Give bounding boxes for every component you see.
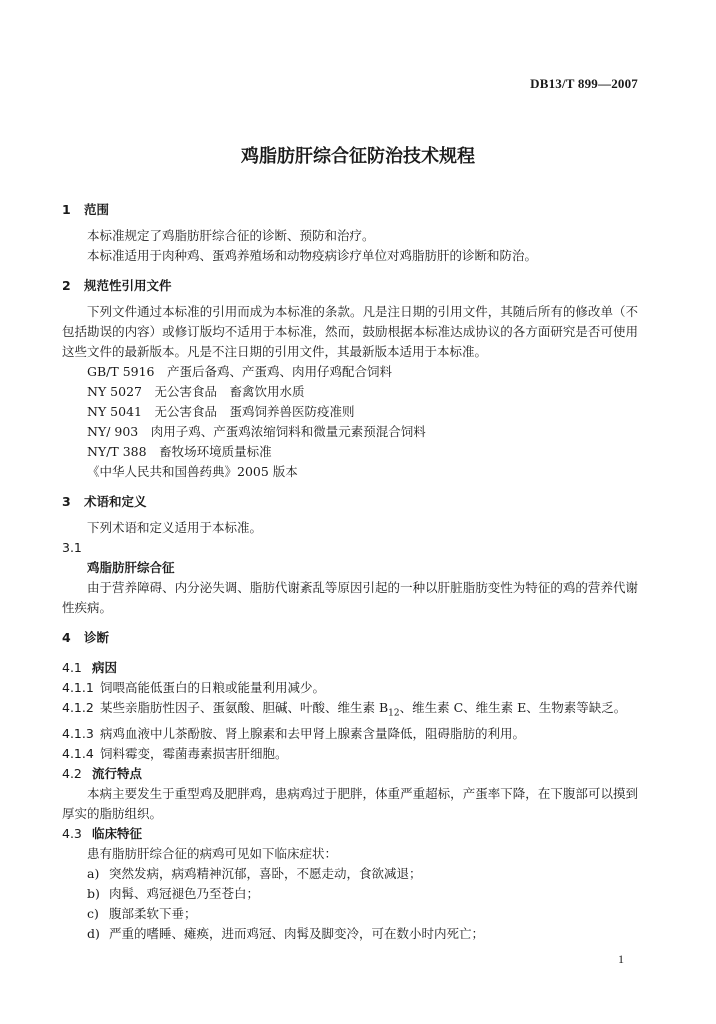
list-item xyxy=(62,884,638,904)
reference-item: 《中华人民共和国兽药典》2005 版本 xyxy=(87,464,298,479)
reference-item: NY 5027 无公害食品 畜禽饮用水质 xyxy=(87,384,305,399)
paragraph: 本病主要发生于重型鸡及肥胖鸡，患病鸡过于肥胖，体重严重超标，产蛋率下降，在下腹部可以摸到厚实的脂肪组织。 xyxy=(62,785,638,821)
section-number: 4 xyxy=(62,630,71,645)
section-4-heading xyxy=(62,628,638,648)
reference-item: GB/T 5916 产蛋后备鸡、产蛋鸡、肉用仔鸡配合饲料 xyxy=(87,364,393,379)
clause-number: 4.1.2 xyxy=(62,700,94,715)
subsection-number: 4.3 xyxy=(62,825,82,841)
paragraph: 患有脂肪肝综合征的病鸡可见如下临床症状： xyxy=(87,845,338,861)
section-title: 规范性引用文件 xyxy=(84,278,172,293)
standard-code: DB13/T 899—2007 xyxy=(530,76,638,91)
list-item-text: 肉髯、鸡冠褪色乃至苍白； xyxy=(109,885,260,901)
clause-4-1-1 xyxy=(62,678,638,698)
section-title: 术语和定义 xyxy=(84,494,147,509)
section-number: 2 xyxy=(62,278,71,293)
list-item xyxy=(62,904,638,924)
section-1-heading xyxy=(62,200,638,220)
document-title: 鸡脂肪肝综合征防治技术规程 xyxy=(241,146,475,167)
section-title: 诊断 xyxy=(84,630,110,645)
clause-text: 某些亲脂肪性因子、蛋氨酸、胆碱、叶酸、维生素 B xyxy=(100,700,389,715)
clause-4-1-2 xyxy=(62,698,638,724)
subsection-4-3-heading xyxy=(62,824,638,844)
term-number: 3.1 xyxy=(62,540,82,555)
reference-item: NY 5041 无公害食品 蛋鸡饲养兽医防疫准则 xyxy=(87,404,355,419)
paragraph: 下列术语和定义适用于本标准。 xyxy=(87,520,263,535)
list-item-text: 腹部柔软下垂； xyxy=(109,905,197,921)
list-item-label: d) xyxy=(87,925,100,941)
clause-4-1-3 xyxy=(62,724,638,744)
paragraph: 本标准适用于肉种鸡、蛋鸡养殖场和动物疫病诊疗单位对鸡脂肪肝的诊断和防治。 xyxy=(87,248,538,263)
section-number: 1 xyxy=(62,202,71,217)
list-item-text: 严重的嗜睡、瘫痪，进而鸡冠、肉髯及脚变冷，可在数小时内死亡； xyxy=(109,925,485,941)
subsection-number: 4.2 xyxy=(62,765,82,781)
list-item-label: c) xyxy=(87,905,99,921)
term-name: 鸡脂肪肝综合征 xyxy=(87,560,175,575)
list-item xyxy=(62,924,638,944)
clause-text: 、维生素 C、维生素 E、生物素等缺乏。 xyxy=(399,700,627,715)
section-3-heading xyxy=(62,492,638,512)
clause-number: 4.1.1 xyxy=(62,680,94,695)
list-item-text: 突然发病，病鸡精神沉郁，喜卧，不愿走动，食欲减退； xyxy=(109,865,422,881)
section-2-heading xyxy=(62,276,638,296)
subsection-4-1-heading xyxy=(62,658,638,678)
reference-item: NY/T 388 畜牧场环境质量标准 xyxy=(87,444,272,459)
clause-4-1-4 xyxy=(62,744,638,764)
reference-item: NY/ 903 肉用子鸡、产蛋鸡浓缩饲料和微量元素预混合饲料 xyxy=(87,424,426,439)
subscript: 12 xyxy=(388,708,400,719)
list-item xyxy=(62,864,638,884)
paragraph: 下列文件通过本标准的引用而成为本标准的条款。凡是注日期的引用文件，其随后所有的修改单（不包括勘误的内容）或修订版均不适用于本标准，然而，鼓励根据本标准达成协议的各方面研究是否可使用这些文件的最新版本。凡是不注日期的引用文件，其最新版本适用于本标准。 xyxy=(62,304,638,359)
section-number: 3 xyxy=(62,494,71,509)
subsection-4-2-heading xyxy=(62,764,638,784)
subsection-title: 病因 xyxy=(92,660,118,675)
clause-number: 4.1.4 xyxy=(62,745,94,761)
list-item-label: a) xyxy=(87,865,100,881)
document-body xyxy=(62,200,638,944)
subsection-title: 流行特点 xyxy=(92,765,143,781)
list-item-label: b) xyxy=(87,885,100,901)
paragraph: 本标准规定了鸡脂肪肝综合征的诊断、预防和治疗。 xyxy=(87,228,375,243)
clause-text: 病鸡血液中儿茶酚胺、肾上腺素和去甲肾上腺素含量降低，阻碍脂肪的利用。 xyxy=(100,725,526,741)
term-definition: 由于营养障碍、内分泌失调、脂肪代谢紊乱等原因引起的一种以肝脏脂肪变性为特征的鸡的营养代谢性疾病。 xyxy=(62,580,638,615)
page-number: 1 xyxy=(618,952,624,966)
clause-text: 饲料霉变，霉菌毒素损害肝细胞。 xyxy=(100,745,288,761)
section-title: 范围 xyxy=(84,202,110,217)
subsection-number: 4.1 xyxy=(62,660,82,675)
clause-text: 饲喂高能低蛋白的日粮或能量利用减少。 xyxy=(100,680,326,695)
clause-number: 4.1.3 xyxy=(62,725,94,741)
subsection-title: 临床特征 xyxy=(92,825,143,841)
